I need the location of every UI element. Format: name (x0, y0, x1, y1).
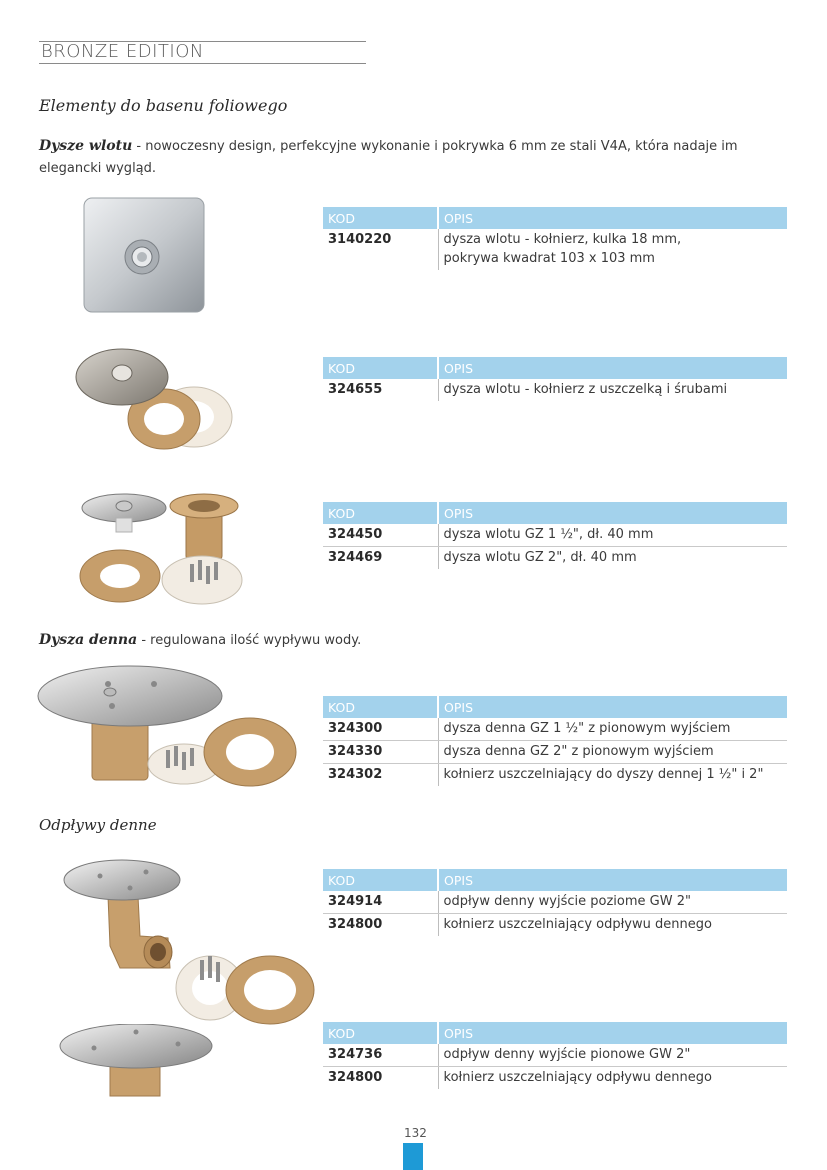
section-title: Elementy do basenu foliowego (39, 96, 288, 115)
inlet-intro (39, 135, 799, 180)
table-row: 324800 kołnierz uszczelniający odpływu dennego (323, 1067, 787, 1090)
table-row: 324302 kołnierz uszczelniający do dyszy dennej 1 ½" i 2" (323, 764, 787, 787)
table-row: 324736 odpływ denny wyjście pionowe GW 2" (323, 1044, 787, 1067)
table-row: 324469 dysza wlotu GZ 2", dł. 40 mm (323, 547, 787, 570)
table-inlet-gz: KOD OPIS 324450 dysza wlotu GZ 1 ½", dł. 40 mm 324469 dysza wlotu GZ 2", dł. 40 mm (323, 502, 787, 569)
page-number: 132 (404, 1126, 427, 1140)
inlet-nozzle-set-image (78, 490, 246, 608)
table-row: 324914 odpływ denny wyjście poziome GW 2" (323, 891, 787, 914)
inlet-heading: Dysze wlotu (39, 138, 133, 154)
table-row: 324800 kołnierz uszczelniający odpływu dennego (323, 914, 787, 937)
drain-flange-gasket-image (172, 952, 316, 1026)
table-row: 324300 dysza denna GZ 1 ½" z pionowym wyjściem (323, 718, 787, 741)
bottom-nozzle-intro (39, 629, 361, 652)
bottom-nozzle-heading: Dysza denna (39, 632, 138, 648)
bottom-nozzle-text: - regulowana ilość wypływu wody. (137, 633, 362, 648)
bottom-nozzle-image (36, 662, 298, 794)
square-inlet-nozzle-image (82, 196, 206, 314)
vertical-drain-image (58, 1024, 218, 1098)
col-header-desc: OPIS (438, 207, 787, 229)
table-round-inlet: KOD OPIS 324655 dysza wlotu - kołnierz z uszczelką i śrubami (323, 357, 787, 401)
table-vertical-drain: KOD OPIS 324736 odpływ denny wyjście pionowe GW 2" 324800 kołnierz uszczelniający odpływu dennego (323, 1022, 787, 1089)
table-row: 324450 dysza wlotu GZ 1 ½", dł. 40 mm (323, 524, 787, 547)
table-horizontal-drain: KOD OPIS 324914 odpływ denny wyjście poziome GW 2" 324800 kołnierz uszczelniający odpływu dennego (323, 869, 787, 936)
horizontal-drain-image (60, 856, 184, 974)
table-row: 3140220 dysza wlotu - kołnierz, kulka 18 mm, pokrywa kwadrat 103 x 103 mm (323, 229, 787, 270)
table-bottom-nozzle: KOD OPIS 324300 dysza denna GZ 1 ½" z pionowym wyjściem 324330 dysza denna GZ 2" z pionowym wyjściem 324302 kołnierz uszczelniający do dyszy dennej 1 ½" i 2" (323, 696, 787, 786)
drains-title: Odpływy denne (39, 816, 157, 834)
page-tab (403, 1143, 423, 1170)
inlet-text-line2: elegancki wygląd. (39, 161, 157, 176)
edition-label: BRONZE EDITION (41, 41, 204, 62)
header-rule-bottom (39, 63, 366, 64)
table-row: 324330 dysza denna GZ 2" z pionowym wyjściem (323, 741, 787, 764)
table-row: 324655 dysza wlotu - kołnierz z uszczelką i śrubami (323, 379, 787, 401)
inlet-text-line1: - nowoczesny design, perfekcyjne wykonanie i pokrywka 6 mm ze stali V4A, która nadaje im (132, 139, 738, 154)
table-square-inlet (323, 207, 787, 270)
round-inlet-flange-image (74, 347, 234, 455)
col-header-code: KOD (323, 207, 438, 229)
